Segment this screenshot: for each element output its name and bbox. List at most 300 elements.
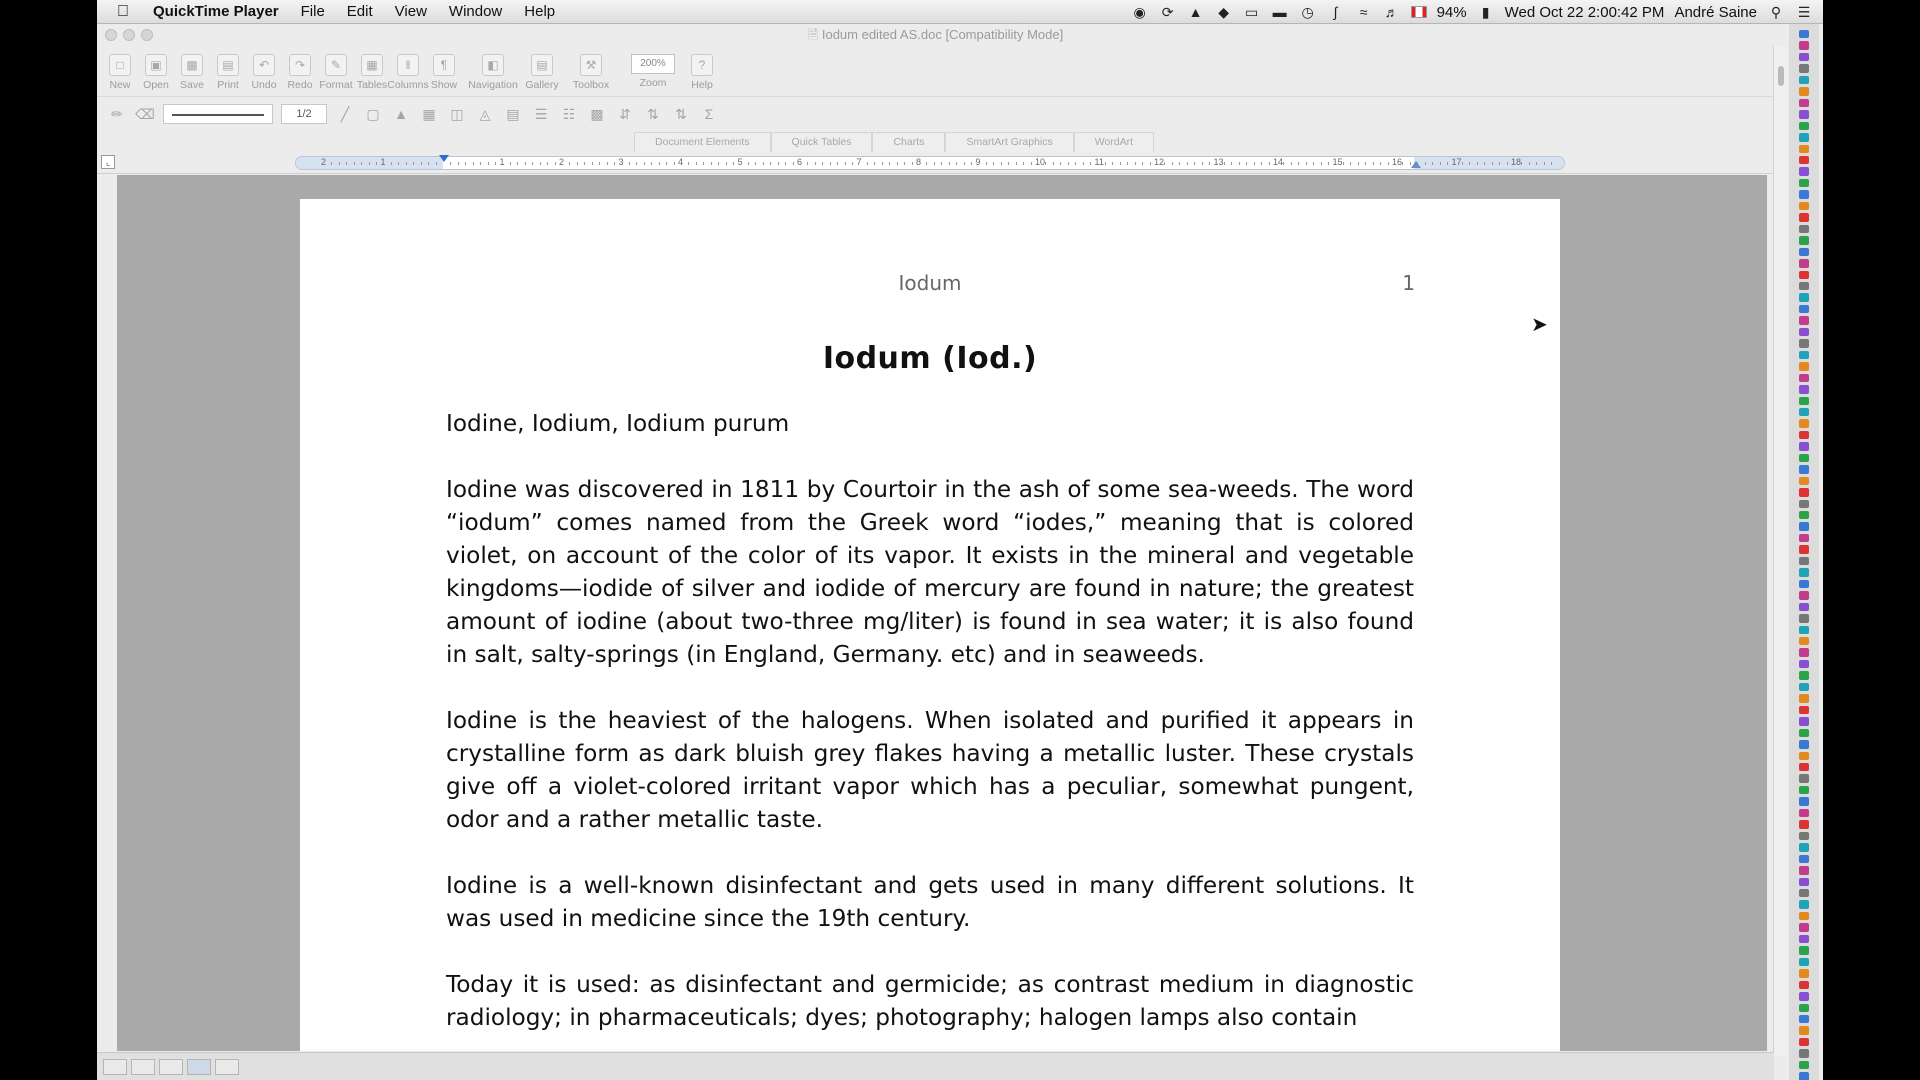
dock-app-icon[interactable] xyxy=(1799,133,1809,141)
menu-view[interactable]: View xyxy=(394,3,427,20)
ruler-tick xyxy=(1239,162,1240,165)
dock-app-icon[interactable] xyxy=(1799,271,1809,279)
dock-app-icon[interactable] xyxy=(1799,454,1809,462)
ruler-tick xyxy=(941,162,942,165)
ruler-tick xyxy=(964,162,965,165)
sort-descending-icon[interactable]: ⇅ xyxy=(675,105,687,122)
gallery-button[interactable]: ▤ Gallery xyxy=(527,46,557,91)
dock-app-icon[interactable] xyxy=(1799,580,1809,588)
page-number: 1 xyxy=(1402,271,1415,295)
save-button[interactable]: ▩ Save xyxy=(177,46,207,91)
toolbox-button[interactable]: ⚒ Toolbox xyxy=(563,46,619,91)
ruler-tick xyxy=(1112,162,1113,165)
tab-wordart[interactable]: WordArt xyxy=(1074,132,1154,152)
paragraph-synonyms: Iodine, Iodium, Iodium purum xyxy=(446,410,790,437)
dock-app-icon[interactable] xyxy=(1799,1049,1809,1057)
line-style-dropdown[interactable] xyxy=(163,104,273,124)
dock-app-icon[interactable] xyxy=(1799,522,1809,530)
battery-icon[interactable]: ▮ xyxy=(1481,3,1490,20)
ruler-tick xyxy=(1083,162,1084,165)
document-body[interactable] xyxy=(446,407,1414,1051)
close-window-button[interactable] xyxy=(105,29,117,41)
ruler-tick xyxy=(406,162,407,165)
dock-app-icon[interactable] xyxy=(1799,591,1809,599)
ruler-number: 10 xyxy=(1035,157,1046,167)
ruler-tick xyxy=(1521,162,1522,165)
ruler-tick xyxy=(644,162,645,165)
autofit-icon[interactable]: ▩ xyxy=(590,105,604,122)
ruler-number: 1 xyxy=(499,157,505,167)
dock-app-icon[interactable] xyxy=(1799,820,1809,828)
zoom-field[interactable]: 200% xyxy=(631,54,675,74)
ruler-tick xyxy=(1202,162,1203,165)
insert-table-icon[interactable]: ▦ xyxy=(422,105,436,122)
dock-app-icon[interactable] xyxy=(1799,969,1809,977)
ruler-tick xyxy=(1269,162,1270,165)
dock-app-icon[interactable] xyxy=(1799,958,1809,966)
ruler-tick xyxy=(339,162,340,165)
redo-button[interactable]: ↷ Redo xyxy=(285,46,315,91)
dock-app-icon[interactable] xyxy=(1799,87,1809,95)
bottle-icon[interactable]: ▲ xyxy=(1188,4,1203,20)
ruler-tick xyxy=(1507,162,1508,165)
dock-app-icon[interactable] xyxy=(1799,500,1809,508)
ruler-number: 11 xyxy=(1094,157,1104,167)
new-button[interactable]: □ New xyxy=(105,46,135,91)
ruler-tick xyxy=(763,162,764,165)
ruler-tick xyxy=(949,162,950,165)
ruler-tick xyxy=(1350,162,1351,165)
dock-app-icon[interactable] xyxy=(1799,122,1809,130)
window-title: Iodum edited AS.doc [Compatibility Mode] xyxy=(821,27,1064,42)
ruler-tick xyxy=(1313,162,1314,165)
print-button[interactable]: ▤ Print xyxy=(213,46,243,91)
dock-app-icon[interactable] xyxy=(1799,855,1809,863)
ruler-tick xyxy=(614,162,615,165)
ruler-tick xyxy=(592,162,593,165)
dock-app-icon[interactable] xyxy=(1799,419,1809,427)
dock-app-icon[interactable] xyxy=(1799,660,1809,668)
ruler-tick xyxy=(1551,162,1552,165)
ruler-tick xyxy=(1135,162,1136,165)
ruler-number: 2 xyxy=(321,157,327,167)
ruler-tick xyxy=(934,162,935,165)
dock-app-icon[interactable] xyxy=(1799,545,1809,553)
dock-app-icon[interactable] xyxy=(1799,431,1809,439)
paragraph-discovery: Iodine was discovered in 1811 by Courtoir in the ash of some sea-weeds. The word “iodum” comes named from the Greek word “iodes,” meaning that is colored violet, on account of the color of its vapor. It exists in the mineral and vegetable kingdoms—iodide of silver and iodide of mercury are found in nature; the greatest amount of iodine (about two-three mg/liter) is found in sea water; it is also found in salt, salty-springs (in England, Germany. etc) and in seaweeds. xyxy=(446,476,1414,668)
dock-app-icon[interactable] xyxy=(1799,671,1809,679)
pencil-icon[interactable]: ✏ xyxy=(111,105,123,122)
ruler-tick xyxy=(696,162,697,165)
ruler-tick xyxy=(331,162,332,165)
sort-ascending-icon[interactable]: ⇅ xyxy=(647,105,659,122)
ruler-tick xyxy=(956,162,957,165)
ruler-tick xyxy=(1477,162,1478,165)
dock-app-icon[interactable] xyxy=(1799,41,1809,49)
dock-app-icon[interactable] xyxy=(1799,614,1809,622)
dock-app-icon[interactable] xyxy=(1799,259,1809,267)
split-cells-icon[interactable]: ◬ xyxy=(479,105,491,122)
menu-window[interactable]: Window xyxy=(448,3,503,20)
ruler-tick xyxy=(882,162,883,165)
ruler-number: 12 xyxy=(1154,157,1165,167)
document-title: Iodum (Iod.) xyxy=(822,341,1038,376)
dock-app-icon[interactable] xyxy=(1799,30,1809,38)
ruler-tick xyxy=(1068,162,1069,165)
dock-app-icon[interactable] xyxy=(1799,866,1809,874)
ruler-tick xyxy=(1261,162,1262,165)
ruler-tick xyxy=(473,162,474,165)
dock-app-icon[interactable] xyxy=(1799,648,1809,656)
ruler-tick xyxy=(703,162,704,165)
ruler-tick xyxy=(1328,162,1329,165)
columns-button[interactable]: ‖ Columns xyxy=(393,46,423,91)
dock-app-icon[interactable] xyxy=(1799,694,1809,702)
ruler-number: 16 xyxy=(1392,157,1403,167)
dock-app-icon[interactable] xyxy=(1799,809,1809,817)
tab-quick-tables[interactable]: Quick Tables xyxy=(771,132,873,152)
dock-app-icon[interactable] xyxy=(1799,774,1809,782)
notification-center-icon[interactable]: ☰ xyxy=(1797,3,1811,20)
ruler-tick xyxy=(897,162,898,165)
dock-app-icon[interactable] xyxy=(1799,236,1809,244)
tables-button[interactable]: ▦ Tables xyxy=(357,46,387,91)
minimize-window-button[interactable] xyxy=(123,29,135,41)
ruler-tick xyxy=(1365,162,1366,165)
ruler-number: 8 xyxy=(916,157,922,167)
ruler-number: 5 xyxy=(737,157,743,167)
dock-app-icon[interactable] xyxy=(1799,339,1809,347)
horizontal-ruler[interactable] xyxy=(295,156,1565,170)
ruler-tick xyxy=(718,162,719,165)
navigation-button[interactable]: ◧ Navigation xyxy=(465,46,521,91)
ruler-tick xyxy=(1187,162,1188,165)
dock-app-icon[interactable] xyxy=(1799,786,1809,794)
ruler-tick xyxy=(525,162,526,165)
dock-app-icon[interactable] xyxy=(1799,362,1809,370)
format-button[interactable]: ✎ Format xyxy=(321,46,351,91)
menu-edit[interactable]: Edit xyxy=(346,3,373,20)
ruler-tick xyxy=(1388,162,1389,165)
dock-app-icon[interactable] xyxy=(1799,900,1809,908)
ruler-tick xyxy=(1231,162,1232,165)
window-titlebar xyxy=(97,24,1774,46)
ruler-tick xyxy=(1402,162,1403,165)
dock-app-icon[interactable] xyxy=(1799,293,1809,301)
tab-selector-icon[interactable]: ⌞ xyxy=(101,155,115,169)
dock-app-icon[interactable] xyxy=(1799,53,1809,61)
ruler-tick xyxy=(912,162,913,165)
text-direction-icon[interactable]: ⇵ xyxy=(619,105,631,122)
ruler-tick xyxy=(726,162,727,165)
dock-icon-strip xyxy=(1789,24,1819,1080)
record-icon[interactable]: ◉ xyxy=(1133,3,1146,20)
distribute-columns-icon[interactable]: ☷ xyxy=(562,105,576,122)
ruler-tick xyxy=(1172,162,1173,165)
eraser-icon[interactable]: ⌫ xyxy=(135,105,155,122)
vertical-scrollbar[interactable] xyxy=(1773,46,1787,1056)
dock-app-icon[interactable] xyxy=(1799,179,1809,187)
dock-app-icon[interactable] xyxy=(1799,706,1809,714)
right-indent-marker[interactable] xyxy=(1411,161,1421,168)
dock-app-icon[interactable] xyxy=(1799,477,1809,485)
ruler-tick xyxy=(1008,162,1009,165)
dock-app-icon[interactable] xyxy=(1799,190,1809,198)
ruler-tick xyxy=(1164,162,1165,165)
dock-app-icon[interactable] xyxy=(1799,923,1809,931)
outline-view-button[interactable] xyxy=(131,1059,155,1075)
dock-app-icon[interactable] xyxy=(1799,328,1809,336)
align-cells-icon[interactable]: ▤ xyxy=(506,105,520,122)
dock-app-icon[interactable] xyxy=(1799,385,1809,393)
dock-app-icon[interactable] xyxy=(1799,992,1809,1000)
tab-document-elements[interactable]: Document Elements xyxy=(634,132,771,152)
zoom-window-button[interactable] xyxy=(141,29,153,41)
zoom-control[interactable]: 200% Zoom xyxy=(625,46,681,89)
dock-app-icon[interactable] xyxy=(1799,156,1809,164)
word-window xyxy=(97,24,1823,1080)
ruler-tick xyxy=(733,162,734,165)
dock-app-icon[interactable] xyxy=(1799,843,1809,851)
spotlight-search-icon[interactable]: ⚲ xyxy=(1770,3,1782,20)
ruler-tick xyxy=(1321,162,1322,165)
ruler-tick xyxy=(629,162,630,165)
distribute-rows-icon[interactable]: ☰ xyxy=(534,105,548,122)
ruler-tick xyxy=(555,162,556,165)
dock-app-icon[interactable] xyxy=(1799,465,1809,473)
dock-app-icon[interactable] xyxy=(1799,1004,1809,1012)
ruler-tick xyxy=(1529,162,1530,165)
ruler-tick xyxy=(436,162,437,165)
ruler-tick xyxy=(465,162,466,165)
ruler-number: 14 xyxy=(1273,157,1284,167)
ruler-tick xyxy=(1306,162,1307,165)
ruler-tick xyxy=(1440,162,1441,165)
borders-icon[interactable]: ▢ xyxy=(366,105,380,122)
input-flag-icon[interactable] xyxy=(1411,6,1427,18)
dock-app-icon[interactable] xyxy=(1799,511,1809,519)
dock-app-icon[interactable] xyxy=(1799,248,1809,256)
ruler-tick xyxy=(785,162,786,165)
ruler-tick xyxy=(1536,162,1537,165)
ruler-tick xyxy=(904,162,905,165)
sync-icon[interactable]: ⟳ xyxy=(1161,3,1174,20)
ruler-tick xyxy=(1343,162,1344,165)
dock-app-icon[interactable] xyxy=(1799,981,1809,989)
dock-app-icon[interactable] xyxy=(1799,145,1809,153)
dock-app-icon[interactable] xyxy=(1799,1015,1809,1023)
dock-app-icon[interactable] xyxy=(1799,110,1809,118)
ruler-tick xyxy=(391,162,392,165)
ruler-tick xyxy=(986,162,987,165)
tab-charts[interactable]: Charts xyxy=(872,132,945,152)
ruler-tick xyxy=(926,162,927,165)
dock-app-icon[interactable] xyxy=(1799,946,1809,954)
airplay-icon[interactable]: ▭ xyxy=(1244,3,1259,20)
ruler-tick xyxy=(1075,162,1076,165)
format-painter-icon: ✎ xyxy=(325,54,347,76)
ruler-tick xyxy=(1179,162,1180,165)
dock-app-icon[interactable] xyxy=(1799,167,1809,175)
bluetooth-icon[interactable]: ∫ xyxy=(1333,4,1338,20)
ruler-number: 9 xyxy=(975,157,981,167)
apple-menu-icon[interactable] xyxy=(97,3,149,21)
dock-app-icon[interactable] xyxy=(1799,202,1809,210)
ruler-tick xyxy=(852,162,853,165)
table-icon: ▦ xyxy=(361,54,383,76)
ruler-tick xyxy=(1120,162,1121,165)
formatting-toolbar xyxy=(97,96,1774,130)
ruler-tick xyxy=(793,162,794,165)
volume-icon[interactable]: ♬ xyxy=(1384,4,1399,20)
ruler-tick xyxy=(458,162,459,165)
dock-app-icon[interactable] xyxy=(1799,752,1809,760)
wifi-icon[interactable]: ≈ xyxy=(1359,4,1368,20)
ruler-tick xyxy=(971,162,972,165)
dock-app-icon[interactable] xyxy=(1799,889,1809,897)
draft-view-button[interactable] xyxy=(103,1059,127,1075)
ruler-tick xyxy=(636,162,637,165)
dropbox-icon[interactable]: ◆ xyxy=(1218,3,1229,20)
redo-icon: ↷ xyxy=(289,54,311,76)
ruler-tick xyxy=(1373,162,1374,165)
ruler-tick xyxy=(1432,162,1433,165)
ruler-tick xyxy=(1283,162,1284,165)
dock-app-icon[interactable] xyxy=(1799,912,1809,920)
ruler-tick xyxy=(748,162,749,165)
dock-app-icon[interactable] xyxy=(1799,729,1809,737)
merge-cells-icon[interactable]: ◫ xyxy=(450,105,464,122)
ruler-tick xyxy=(1016,162,1017,165)
ruler-tick xyxy=(1060,162,1061,165)
document-canvas[interactable] xyxy=(117,175,1767,1051)
dock-app-icon[interactable] xyxy=(1799,351,1809,359)
ruler-tick xyxy=(1298,162,1299,165)
dock-app-icon[interactable] xyxy=(1799,305,1809,313)
ruler-tick xyxy=(711,162,712,165)
dock-app-icon[interactable] xyxy=(1799,717,1809,725)
print-layout-view-button[interactable] xyxy=(187,1059,211,1075)
ruler-tick xyxy=(830,162,831,165)
ruler-tick xyxy=(1224,162,1225,165)
mouse-cursor: ➤ xyxy=(1531,314,1548,336)
dock-app-icon[interactable] xyxy=(1799,1038,1809,1046)
user-name[interactable]: André Saine xyxy=(1674,3,1757,21)
dock-app-icon[interactable] xyxy=(1799,408,1809,416)
open-button[interactable]: ▣ Open xyxy=(141,46,171,91)
columns-icon: ‖ xyxy=(397,54,419,76)
dock-app-icon[interactable] xyxy=(1799,1072,1809,1080)
undo-button[interactable]: ↶ Undo xyxy=(249,46,279,91)
ruler-tick xyxy=(577,162,578,165)
dock-app-icon[interactable] xyxy=(1799,534,1809,542)
dock-app-icon[interactable] xyxy=(1799,1061,1809,1069)
dock-app-icon[interactable] xyxy=(1799,397,1809,405)
ruler-tick xyxy=(1023,162,1024,165)
menu-file[interactable]: File xyxy=(300,3,325,20)
ruler-tick xyxy=(428,162,429,165)
ruler-tick xyxy=(584,162,585,165)
shading-icon[interactable]: ▲ xyxy=(394,105,408,122)
battery-percent[interactable]: 94% xyxy=(1436,3,1467,21)
time-machine-icon[interactable]: ◷ xyxy=(1301,3,1314,20)
dock-app-icon[interactable] xyxy=(1799,683,1809,691)
elements-gallery-tabs xyxy=(634,132,1154,152)
standard-toolbar xyxy=(97,46,1774,96)
ruler-number: 13 xyxy=(1213,157,1224,167)
ruler-number: 18 xyxy=(1511,157,1522,167)
dock-app-icon[interactable] xyxy=(1799,374,1809,382)
menu-clock[interactable]: Wed Oct 22 2:00:42 PM xyxy=(1504,3,1665,21)
ruler-number: 4 xyxy=(678,157,684,167)
dock-app-icon[interactable] xyxy=(1799,832,1809,840)
tab-smartart-graphics[interactable]: SmartArt Graphics xyxy=(945,132,1073,152)
dock-app-icon[interactable] xyxy=(1799,878,1809,886)
line-weight-field[interactable]: 1/2 xyxy=(281,104,327,124)
dock-app-icon[interactable] xyxy=(1799,603,1809,611)
menu-help[interactable]: Help xyxy=(524,3,556,20)
dock-app-icon[interactable] xyxy=(1799,935,1809,943)
ruler-tick xyxy=(532,162,533,165)
app-menu[interactable]: QuickTime Player xyxy=(153,3,279,20)
dock-app-icon[interactable] xyxy=(1799,740,1809,748)
dock-app-icon[interactable] xyxy=(1799,64,1809,72)
document-page[interactable] xyxy=(300,199,1560,1051)
scrollbar-thumb[interactable] xyxy=(1778,66,1784,86)
ruler-tick xyxy=(778,162,779,165)
ruler-tick xyxy=(651,162,652,165)
dock-app-icon[interactable] xyxy=(1799,1026,1809,1034)
publishing-view-button[interactable] xyxy=(159,1059,183,1075)
dock-app-icon[interactable] xyxy=(1799,316,1809,324)
menu-bar xyxy=(97,0,1823,24)
ruler-tick xyxy=(1194,162,1195,165)
dock-app-icon[interactable] xyxy=(1799,282,1809,290)
display-icon[interactable]: ▬ xyxy=(1272,4,1287,20)
dock-app-icon[interactable] xyxy=(1799,225,1809,233)
help-button[interactable]: ? Help xyxy=(687,46,717,91)
dock-app-icon[interactable] xyxy=(1799,557,1809,565)
ruler-tick xyxy=(346,162,347,165)
dock-app-icon[interactable] xyxy=(1799,442,1809,450)
show-button[interactable]: ¶ Show xyxy=(429,46,459,91)
dock-app-icon[interactable] xyxy=(1799,76,1809,84)
ruler-tick xyxy=(822,162,823,165)
save-icon: ▩ xyxy=(181,54,203,76)
left-indent-marker[interactable] xyxy=(439,155,449,162)
dock-app-icon[interactable] xyxy=(1799,626,1809,634)
dock-app-icon[interactable] xyxy=(1799,99,1809,107)
border-color-icon[interactable]: ╱ xyxy=(340,105,350,122)
ruler-tick xyxy=(1001,162,1002,165)
ruler-tick xyxy=(688,162,689,165)
autosum-icon[interactable]: Σ xyxy=(704,105,714,122)
dock-app-icon[interactable] xyxy=(1799,568,1809,576)
ruler-tick xyxy=(398,162,399,165)
ruler-tick xyxy=(1045,162,1046,165)
ruler-tick xyxy=(807,162,808,165)
undo-icon: ↶ xyxy=(253,54,275,76)
dock-app-icon[interactable] xyxy=(1799,763,1809,771)
dock-app-icon[interactable] xyxy=(1799,213,1809,221)
dock-app-icon[interactable] xyxy=(1799,797,1809,805)
pilcrow-icon: ¶ xyxy=(433,54,455,76)
ruler-tick xyxy=(1484,162,1485,165)
dock-app-icon[interactable] xyxy=(1799,488,1809,496)
notebook-view-button[interactable] xyxy=(215,1059,239,1075)
dock-app-icon[interactable] xyxy=(1799,637,1809,645)
status-area xyxy=(1131,0,1813,24)
